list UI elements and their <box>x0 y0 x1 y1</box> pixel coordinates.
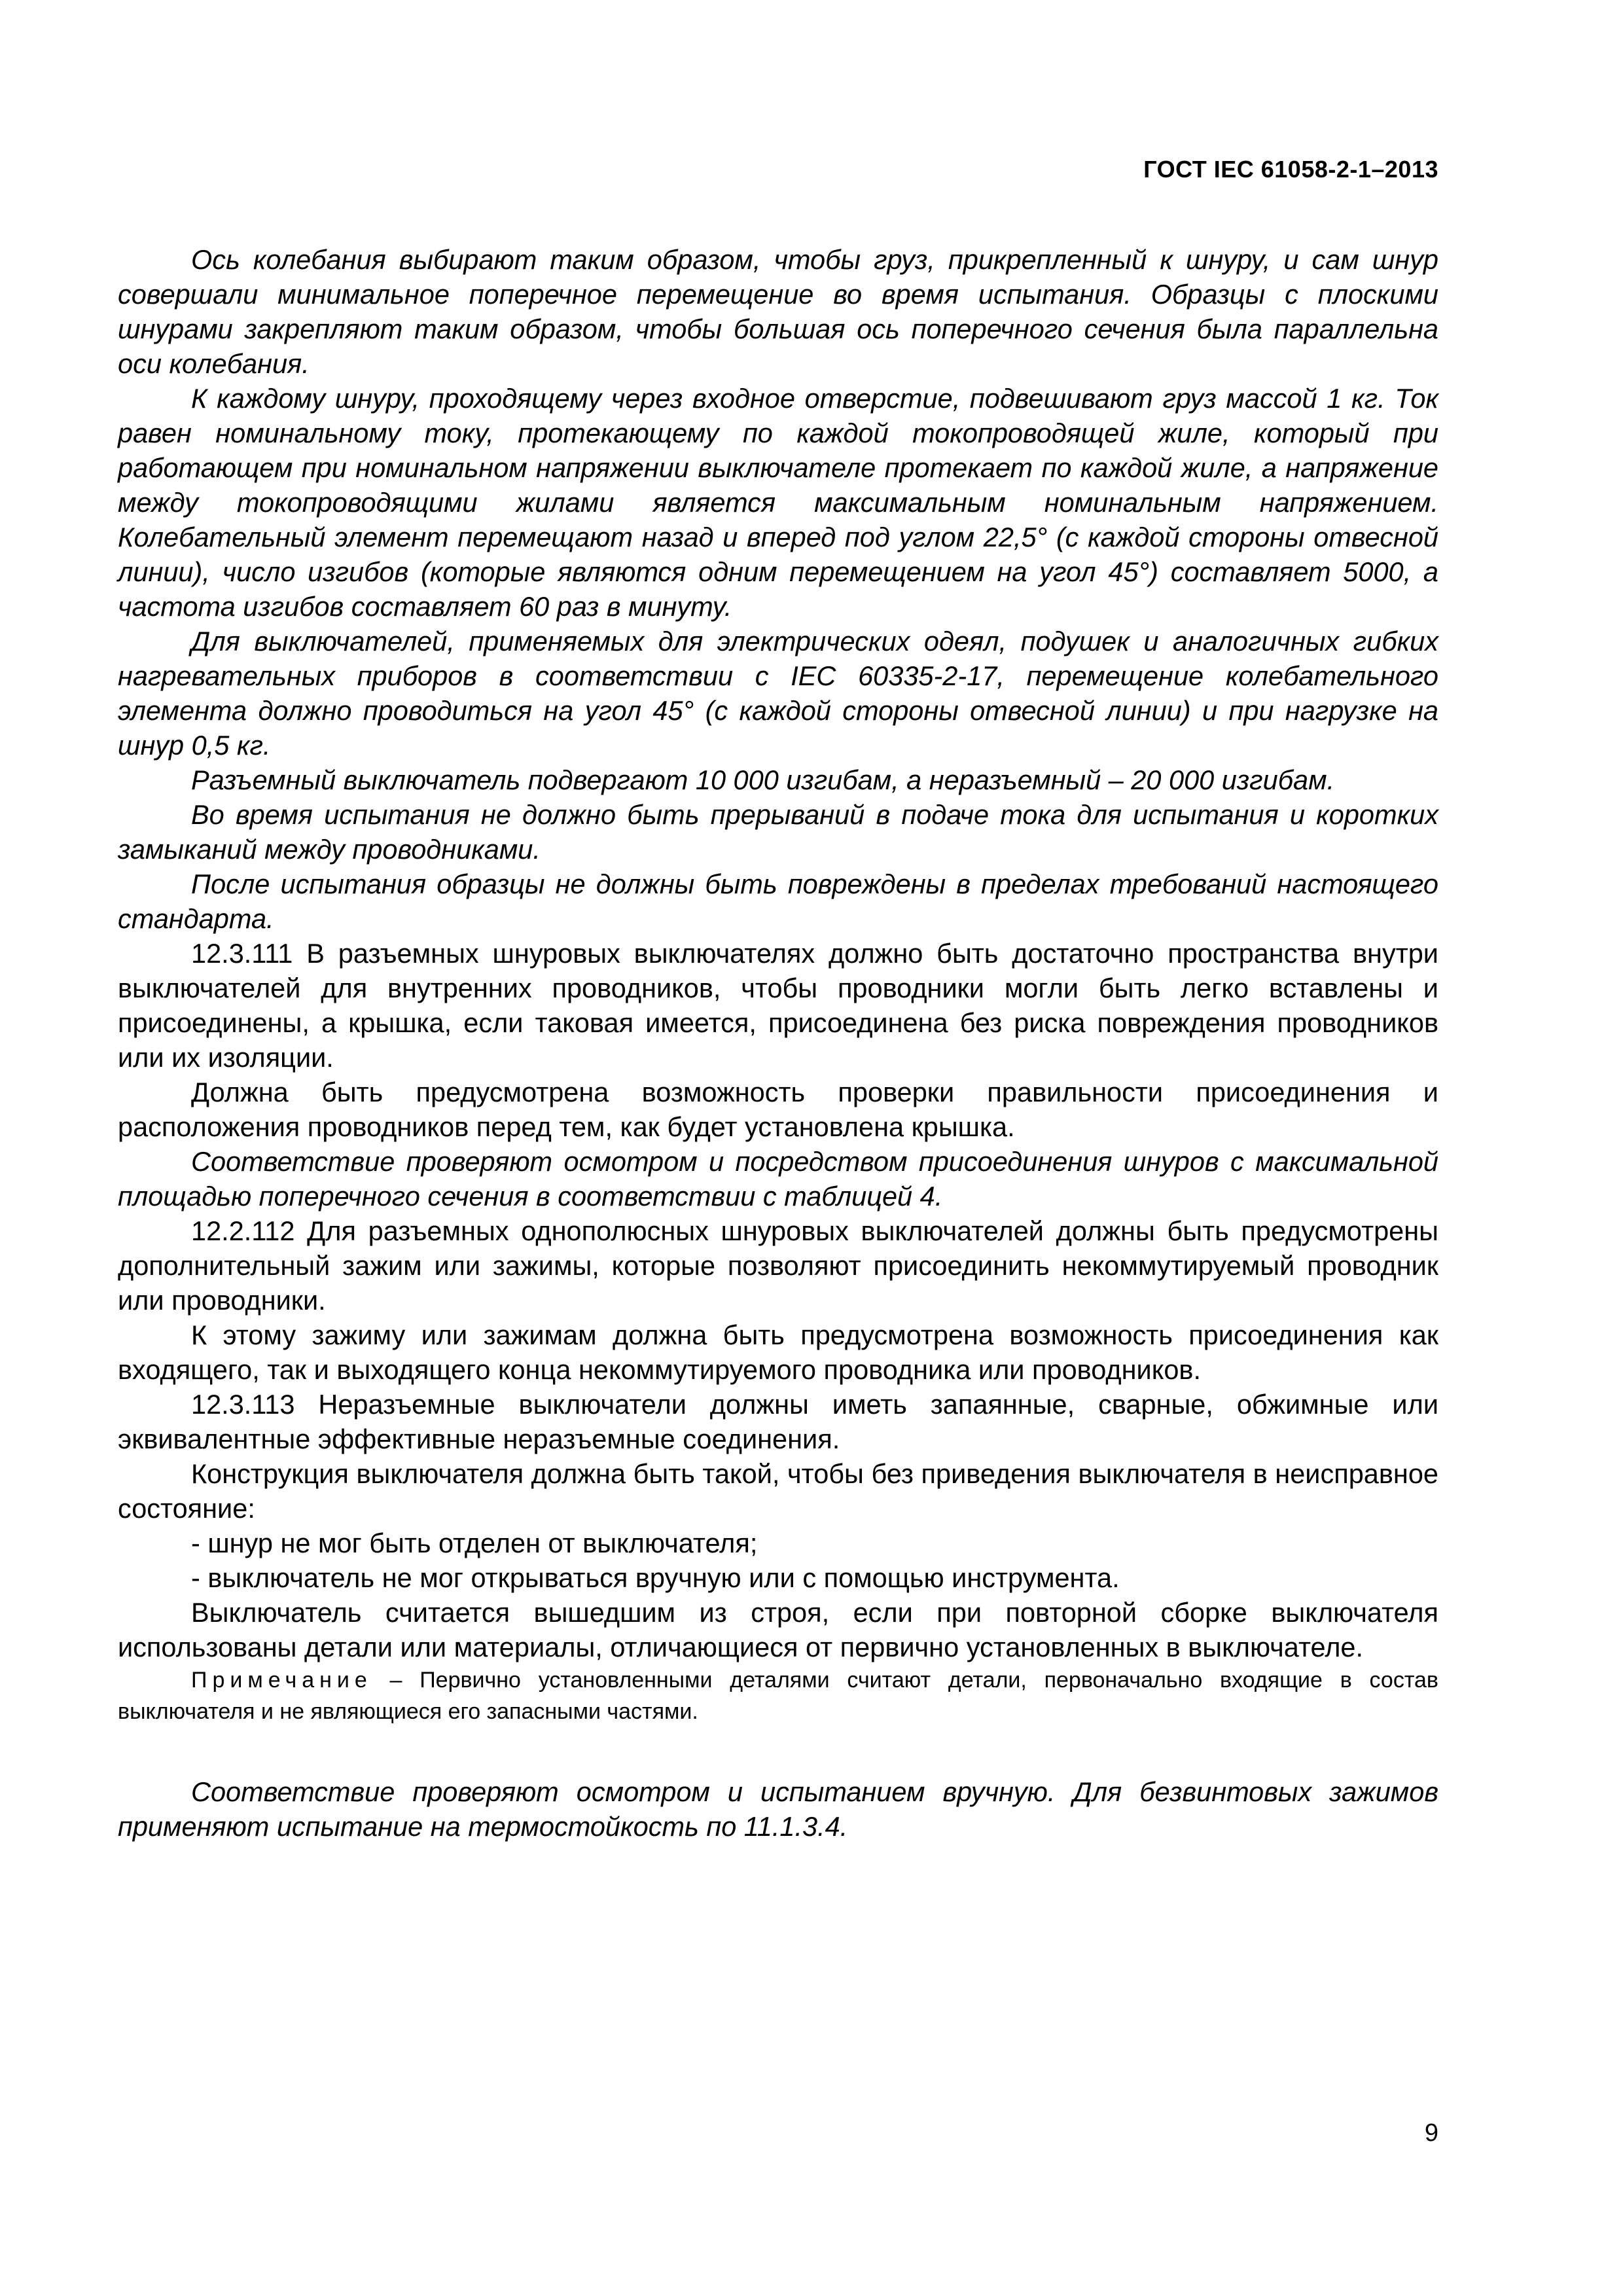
paragraph-after-test: После испытания образцы не должны быть повреждены в пределах требований настоящего стандарта. <box>118 869 1438 934</box>
paragraph-electric-blankets: Для выключателей, применяемых для электрических одеял, подушек и аналогичных гибких нагревательных приборов в соответствии с IEC 60335-2-17, перемещение колебательного элемента должно проводиться на угол 45° (с каждой стороны отвесной линии) и при нагрузке на шнур 0,5 кг. <box>118 626 1438 761</box>
paragraph-no-interruptions: Во время испытания не должно быть прерываний в подаче тока для испытания и коротких замыканий между проводниками. <box>118 799 1438 865</box>
note-paragraph <box>118 1664 1438 1727</box>
paragraph-bend-count: Разъемный выключатель подвергают 10 000 изгибам, а неразъемный – 20 000 изгибам. <box>191 764 1335 795</box>
list-item-switch: - выключатель не мог открываться вручную или с помощью инструмента. <box>191 1562 1120 1593</box>
paragraph-closing-compliance: Соответствие проверяют осмотром и испытанием вручную. Для безвинтовых зажимов применяют испытание на термостойкость по 11.1.3.4. <box>118 1776 1438 1842</box>
note-text: – Первично установленными деталями считают детали, первоначально входящие в состав выключателя и не являющиеся его запасными частями. <box>118 1668 1438 1724</box>
paragraph-12-2-112: 12.2.112 Для разъемных однополюсных шнуровых выключателей должны быть предусмотрены дополнительный зажим или зажимы, которые позволяют присоединить некоммутируемый проводник или проводники. <box>118 1215 1438 1316</box>
paragraph-check-connection: Должна быть предусмотрена возможность проверки правильности присоединения и расположения проводников перед тем, как будет установлена крышка. <box>118 1077 1438 1142</box>
paragraph-12-3-111: 12.3.111 В разъемных шнуровых выключателях должно быть достаточно пространства внутри выключателей для внутренних проводников, чтобы проводники могли быть легко вставлены и присоединены, а крышка, если таковая имеется, присоединена без риска повреждения проводников или их изоляции. <box>118 938 1438 1073</box>
paragraph-clamp-connection: К этому зажиму или зажимам должна быть предусмотрена возможность присоединения как входящего, так и выходящего конца некоммутируемого проводника или проводников. <box>118 1319 1438 1385</box>
standard-header: ГОСТ IEC 61058-2-1–2013 <box>1143 156 1438 183</box>
list-item-cord: - шнур не мог быть отделен от выключателя; <box>191 1528 758 1558</box>
note-label: Примечание <box>191 1668 372 1693</box>
paragraph-12-3-113: 12.3.113 Неразъемные выключатели должны иметь запаянные, сварные, обжимные или эквивалентные эффективные неразъемные соединения. <box>118 1389 1438 1454</box>
paragraph-switch-failure: Выключатель считается вышедшим из строя, если при повторной сборке выключателя использованы детали или материалы, отличающиеся от первично установленных в выключателе. <box>118 1597 1438 1662</box>
document-body <box>118 242 1438 1844</box>
page-number: 9 <box>1424 2119 1438 2147</box>
paragraph-oscillation-axis: Ось колебания выбирают таким образом, чтобы груз, прикрепленный к шнуру, и сам шнур совершали минимальное поперечное перемещение во время испытания. Образцы с плоскими шнурами закрепляют таким образом, чтобы большая ось поперечного сечения была параллельна оси колебания. <box>118 244 1438 379</box>
paragraph-load-per-cord: К каждому шнуру, проходящему через входное отверстие, подвешивают груз массой 1 кг. Ток равен номинальному току, протекающему по каждой токопроводящей жиле, который при работающем при номинальном напряжении выключателе протекает по каждой жиле, а напряжение между токопроводящими жилами является максимальным номинальным напряжением. Колебательный элемент перемещают назад и вперед под углом 22,5° (с каждой стороны отвесной линии), число изгибов (которые являются одним перемещением на угол 45°) составляет 5000, а частота изгибов составляет 60 раз в минуту. <box>118 383 1438 622</box>
paragraph-switch-construction: Конструкция выключателя должна быть такой, чтобы без приведения выключателя в неисправное состояние: <box>118 1458 1438 1524</box>
paragraph-compliance-table-4: Соответствие проверяют осмотром и посредством присоединения шнуров с максимальной площадью поперечного сечения в соответствии с таблицей 4. <box>118 1146 1438 1211</box>
